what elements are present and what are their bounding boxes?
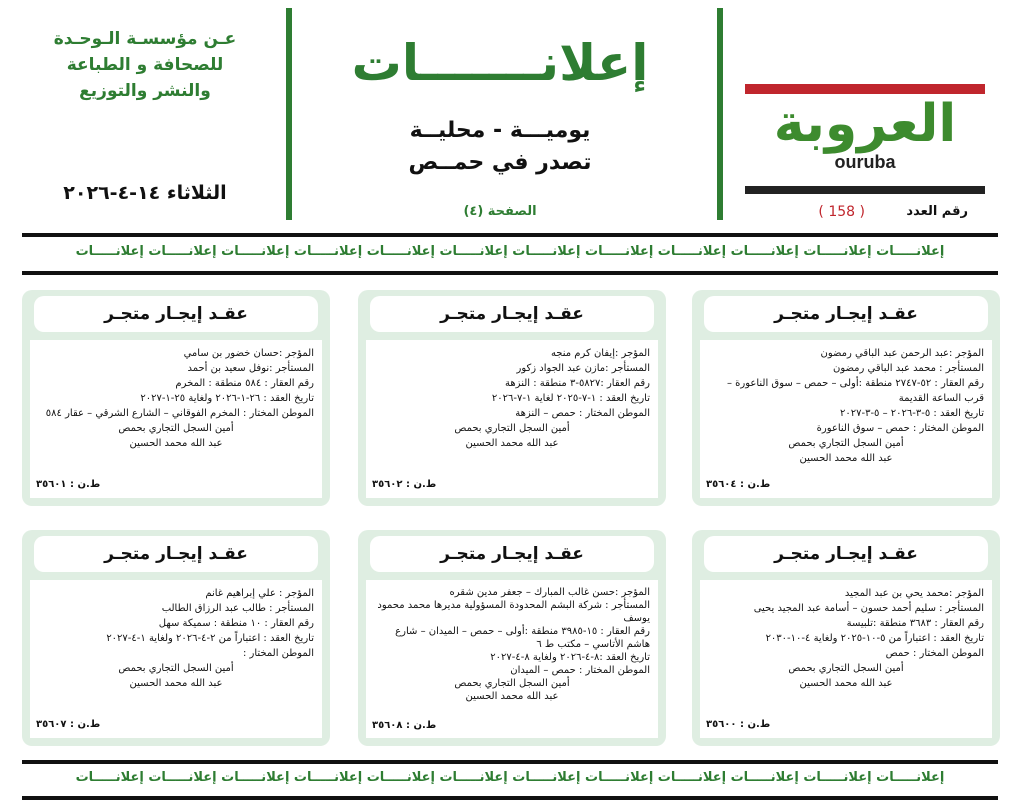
- logo-latin-text: ouruba: [834, 152, 896, 172]
- ad-card: [22, 530, 330, 746]
- banner-bottom-line-upper: [22, 760, 998, 764]
- ad-signer: عبد الله محمد الحسين: [465, 438, 559, 449]
- ad-tenant: المستأجر : شركة البشم المحدودة المسؤولية مديرها محمد محمود يوسف: [377, 600, 650, 624]
- issue-number: ( 158 ): [818, 204, 865, 220]
- ad-contract-date: تاريخ العقد : ٥-٣-٢٠٢٦ – ٥-٣-٢٠٢٧: [839, 408, 984, 419]
- ad-card-title: عقـد إيجـار متجـر: [704, 296, 988, 332]
- issue-label: رقم العدد: [906, 204, 968, 219]
- ad-contract-date: تاريخ العقد : اعتباراً من ٥-١٠-٢٠٢٥ ولغاية ٤-١٠-٢٠٣٠: [765, 633, 984, 644]
- ad-property: رقم العقار : ١٥-٣٩٨٥ منطقة :أولى – حمص – الميدان – شارع هاشم الأتاسي – مكتب ط ٦: [395, 626, 650, 650]
- ad-domicile: الموطن المختار : حمص – سوق الناعورة: [816, 423, 984, 434]
- page-title: إعلانـــــــات: [351, 34, 649, 92]
- ad-registry: أمين السجل التجاري بحمص: [788, 663, 904, 674]
- ad-tenant: المستأجر :مازن عبد الجواد زكور: [516, 363, 650, 374]
- ad-card: [692, 530, 1000, 746]
- ad-serial: ط.ن : ٣٥٦٠٤: [706, 479, 771, 490]
- ad-serial: ط.ن : ٣٥٦٠٧: [36, 719, 101, 730]
- logo-black-stripe: [745, 186, 985, 194]
- ad-contract-date: تاريخ العقد : ٢٦-١-٢٠٢٦ ولغاية ٢٥-١-٢٠٢٧: [140, 393, 314, 404]
- ad-card: [692, 290, 1000, 506]
- banner-top-text: إعلانـــــات إعلانـــــات إعلانـــــات إعلانـــــات إعلانـــــات إعلانـــــات إعلانـــــات إعلانـــــات إعلانـــــات إعلانـــــات إعلانـــــات إعلانـــــات: [75, 244, 945, 259]
- header-divider-left: [286, 8, 292, 220]
- ad-card-body: [366, 340, 658, 498]
- ad-lessor: المؤجر : علي إبراهيم غانم: [205, 588, 314, 599]
- subtitle-location: تصدر في حمــص: [408, 150, 592, 175]
- banner-top-line-lower: [22, 271, 998, 275]
- publisher-line-1: عـن مؤسسـة الـوحـدة: [53, 29, 237, 49]
- logo-red-stripe: [745, 84, 985, 94]
- ad-signer: عبد الله محمد الحسين: [799, 453, 893, 464]
- publication-date: الثلاثاء ١٤-٤-٢٠٢٦: [63, 182, 227, 204]
- header-divider-right: [717, 8, 723, 220]
- banner-top-line-upper: [22, 233, 998, 237]
- ad-domicile: الموطن المختار : حمص – النزهة: [515, 408, 650, 419]
- ad-tenant: المستأجر : طالب عبد الرزاق الطالب: [161, 603, 314, 614]
- ad-card: [358, 530, 666, 746]
- ad-card-body: [30, 580, 322, 738]
- ad-serial: ط.ن : ٣٥٦٠٨: [372, 720, 437, 731]
- ad-contract-date: تاريخ العقد : ١-٧-٢٠٢٥ لغاية ١-٧-٢٠٢٦: [491, 393, 650, 404]
- publisher-line-3: والنشر والتوزيع: [79, 81, 211, 101]
- banner-bottom-text: إعلانـــــات إعلانـــــات إعلانـــــات إعلانـــــات إعلانـــــات إعلانـــــات إعلانـــــات إعلانـــــات إعلانـــــات إعلانـــــات إعلانـــــات إعلانـــــات: [75, 770, 945, 785]
- ad-domicile: الموطن المختار :: [242, 648, 314, 659]
- ad-tenant: المستأجر : سليم أحمد حسون – أسامة عبد المجيد يحيى: [753, 603, 984, 614]
- banner-bottom-line-lower: [22, 796, 998, 800]
- ad-registry: أمين السجل التجاري بحمص: [454, 423, 570, 434]
- ad-property: رقم العقار : ٥٢-٢٧٤٧ منطقة :أولى – حمص – سوق الناعورة – قرب الساعة القديمة: [726, 378, 984, 404]
- ad-lessor: المؤجر :إيفان كرم منجه: [550, 348, 650, 359]
- publisher-line-2: للصحافة و الطباعة: [66, 55, 224, 75]
- ad-property: رقم العقار :٥٨٢٧-٣ منطقة : النزهة: [505, 378, 650, 389]
- ad-registry: أمين السجل التجاري بحمص: [118, 663, 234, 674]
- ad-serial: ط.ن : ٣٥٦٠٢: [372, 479, 437, 490]
- ad-lessor: المؤجر :حسان خضور بن سامي: [183, 348, 314, 359]
- ad-contract-date: تاريخ العقد : اعتباراً من ٢-٤-٢٠٢٦ ولغاية ١-٤-٢٠٢٧: [106, 633, 314, 644]
- ad-card-body: [30, 340, 322, 498]
- ad-card-title: عقـد إيجـار متجـر: [704, 536, 988, 572]
- ad-card-body: [700, 340, 992, 498]
- logo-arabic-text: العروبة: [773, 94, 957, 154]
- subtitle-frequency: يوميـــة - محليــة: [409, 118, 591, 143]
- ad-card-title: عقـد إيجـار متجـر: [370, 296, 654, 332]
- publisher-info: [20, 26, 270, 104]
- ad-property: رقم العقار : ٥٨٤ منطقة : المخرم: [175, 378, 314, 389]
- ad-property: رقم العقار : ١٠ منطقة : سميكة سهل: [158, 618, 314, 629]
- ad-tenant: المستأجر : محمد عبد الباقي رمضون: [832, 363, 984, 374]
- ad-signer: عبد الله محمد الحسين: [129, 438, 223, 449]
- ad-domicile: الموطن المختار : حمص – الميدان: [510, 665, 650, 676]
- page-number: الصفحة (٤): [463, 204, 537, 219]
- ad-card-body: [366, 580, 658, 738]
- ad-lessor: المؤجر :حسن غالب المبارك – جعفر مدين شقره: [449, 587, 650, 598]
- ad-registry: أمين السجل التجاري بحمص: [788, 438, 904, 449]
- ad-lessor: المؤجر :محمد يحي بن عبد المجيد: [844, 588, 984, 599]
- ad-domicile: الموطن المختار : حمص: [885, 648, 984, 659]
- ad-registry: أمين السجل التجاري بحمص: [118, 423, 234, 434]
- ad-tenant: المستأجر :نوفل سعيد بن أحمد: [187, 363, 314, 374]
- ad-card: [358, 290, 666, 506]
- ad-signer: عبد الله محمد الحسين: [129, 678, 223, 689]
- ad-lessor: المؤجر :عبد الرحمن عبد الباقي رمضون: [820, 348, 984, 359]
- logo: [745, 40, 985, 200]
- ad-signer: عبد الله محمد الحسين: [465, 691, 559, 702]
- ad-contract-date: تاريخ العقد :٨-٤-٢٠٢٦ ولغاية ٨-٤-٢٠٢٧: [490, 652, 650, 663]
- ad-serial: ط.ن : ٣٥٦٠٠: [706, 719, 771, 730]
- ad-card-title: عقـد إيجـار متجـر: [34, 536, 318, 572]
- ad-registry: أمين السجل التجاري بحمص: [454, 678, 570, 689]
- ad-card-title: عقـد إيجـار متجـر: [370, 536, 654, 572]
- ad-property: رقم العقار : ٣٦٨٣ منطقة :تلبيسة: [846, 618, 984, 629]
- ad-card: [22, 290, 330, 506]
- ad-card-body: [700, 580, 992, 738]
- ad-serial: ط.ن : ٣٥٦٠١: [36, 479, 101, 490]
- ad-domicile: الموطن المختار : المخرم الفوقاني – الشارع الشرقي – عقار ٥٨٤: [45, 408, 314, 419]
- ad-card-title: عقـد إيجـار متجـر: [34, 296, 318, 332]
- ad-signer: عبد الله محمد الحسين: [799, 678, 893, 689]
